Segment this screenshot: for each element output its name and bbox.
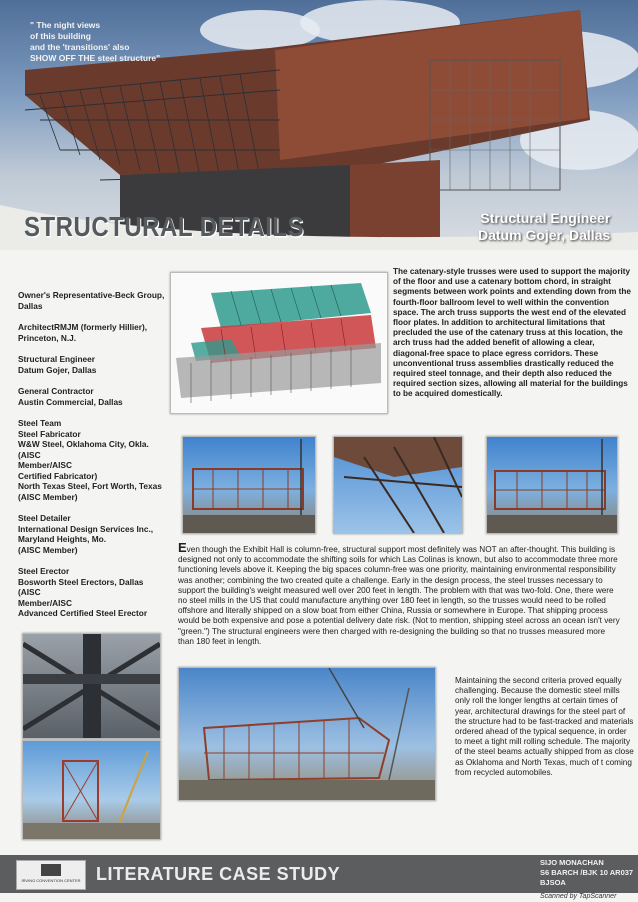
crane-site-photo — [22, 740, 161, 840]
paragraph-text: ven though the Exhibit Hall is column-free, structural support most definitely was NOT an after-thought. This building is designed not only to accommodate the shifting soils for which Las Colinas is known, but also to accommodate three more functioning levels above it. Keeping the big spaces column-free was one priority, maintaining environmental responsibility was another; combining the two created quite a challenge. Early in the design process, the steel trusses necessary to support the building's weight measured well over 200 feet in length. The problem with that was two-fold. One, there were no steel mills in the US that could manufacture anything over 180 feet in length, so the trusses would need to be rolled offshore and literally shipped on a slow boat from either China, Russia or somewhere in Europe. That shipping process would be both expensive and pose a potential delivery date risk. (Not to mention, shipping steel across an ocean isn't very "green.") The structural engineers were then charged with re-designing the building so that no trusses measured more than 180 feet in length. — [178, 545, 620, 646]
credit-line: Datum Gojer, Dallas — [478, 227, 611, 243]
drop-cap: E — [178, 540, 187, 555]
team-entry-line: Steel Erector — [18, 566, 70, 576]
footer-title: LITERATURE CASE STUDY — [96, 864, 341, 884]
page-title: STRUCTURAL DETAILS — [24, 212, 305, 244]
exhibit-hall-paragraph — [178, 540, 623, 647]
team-entry-line: W&W Steel, Oklahoma City, Okla. (AISC — [18, 439, 149, 460]
truss-description: The catenary-style trusses were used to support the majority of the floor and use a catenary bottom chord, in straight segments between work points and extending down from the fourth-floor ballroom level to well within the convention space. The arch truss supports the west end of the elevated floor plates. In addition to architectural limitations that precluded the use of the catenary truss at this location, the arch truss had the added benefit of allowing a clear, diagonal-free space to place egress corridors. These unconventional truss assemblies drastically reduced the required steel tonnage, and their depth also reduced the required section sizes, allowing all material for the buildings to be acquired domestically. — [393, 267, 631, 399]
team-entry-line: Princeton, N.J. — [18, 332, 77, 343]
team-entry-line: ArchitectRMJM (formerly Hillier), — [18, 322, 148, 332]
caption-line: " The night views — [30, 20, 101, 30]
steel-column-photo — [22, 633, 161, 739]
crane-illustration — [23, 741, 160, 839]
team-entry-line: Steel Team — [18, 418, 62, 428]
caption-line: and the 'transitions' also — [30, 42, 130, 52]
team-entry-line: Austin Commercial, Dallas — [18, 396, 123, 407]
scanner-watermark: Scanned by TapScanner — [540, 893, 617, 900]
structural-engineer-credit — [478, 210, 610, 244]
caption-line: of this building — [30, 31, 91, 41]
truss-model-illustration — [171, 273, 387, 413]
credit-line: Structural Engineer — [480, 210, 611, 226]
author-info — [540, 858, 633, 888]
team-entry-line: North Texas Steel, Fort Worth, Texas — [18, 481, 162, 491]
team-entry — [18, 322, 168, 343]
caption-line: SHOW OFF THE steel structure" — [30, 53, 161, 63]
construction-photo-2 — [333, 436, 463, 534]
team-entry — [18, 386, 168, 407]
structural-model-image — [170, 272, 388, 414]
team-entry-line: Bosworth Steel Erectors, Dallas (AISC — [18, 576, 144, 597]
author-name: SIJO MONACHAN — [540, 858, 604, 867]
steel-mills-paragraph: Maintaining the second criteria proved equally challenging. Because the domestic steel mills only roll the longer lengths at certain times of year, architectural drawings for the steel part of the structure had to be fast-tracked and materials ordered ahead of the typical sequence, in order to meet a tight mill rolling schedule. The majority of the steel beams actually shipped from as close as Oklahoma and North Texas, much of t coming from recycled automobiles. — [455, 676, 634, 777]
team-entry — [18, 418, 168, 502]
truss-closeup-illustration — [334, 437, 462, 533]
team-entry-line: Member/AISC — [18, 597, 72, 608]
team-entry — [18, 513, 168, 555]
author-class: S6 BARCH /BJK 10 AR037 — [540, 868, 634, 877]
building-frame-illustration — [179, 668, 435, 800]
construction-photo-3 — [486, 436, 618, 534]
team-entry — [18, 566, 168, 619]
building-frame-photo — [178, 667, 436, 801]
team-entry-line: (AISC Member) — [18, 491, 78, 502]
team-entry-line: Advanced Certified Steel Erector — [18, 608, 148, 618]
logo-text: IRVING CONVENTION CENTER — [21, 878, 81, 883]
team-entry-line: Steel Fabricator — [18, 428, 81, 439]
author-school: BJSOA — [540, 878, 566, 887]
team-entry-line: Dallas — [18, 300, 43, 311]
steel-frame-illustration — [183, 437, 315, 533]
steel-column-illustration — [23, 634, 160, 738]
team-entry-line: General Contractor — [18, 386, 94, 396]
team-entry-line: Maryland Heights, Mo. — [18, 534, 107, 544]
project-team-list — [18, 290, 168, 630]
team-entry-line: Structural Engineer — [18, 354, 95, 364]
team-entry-line: International Design Services Inc., — [18, 523, 154, 534]
team-entry — [18, 354, 168, 375]
team-entry-line: Member/AISC — [18, 460, 72, 470]
hero-caption — [30, 20, 170, 64]
team-entry-line: Certified Fabricator) — [18, 470, 98, 481]
steel-frame-illustration — [487, 437, 617, 533]
team-entry-line: Datum Gojer, Dallas — [18, 364, 97, 375]
team-entry-line: (AISC Member) — [18, 544, 78, 555]
team-entry-line: Steel Detailer — [18, 513, 71, 523]
construction-photo-1 — [182, 436, 316, 534]
logo-mark-icon — [41, 864, 61, 876]
team-entry — [18, 290, 168, 311]
convention-center-logo — [16, 860, 86, 890]
team-entry-line: Owner's Representative-Beck Group, — [18, 290, 165, 300]
